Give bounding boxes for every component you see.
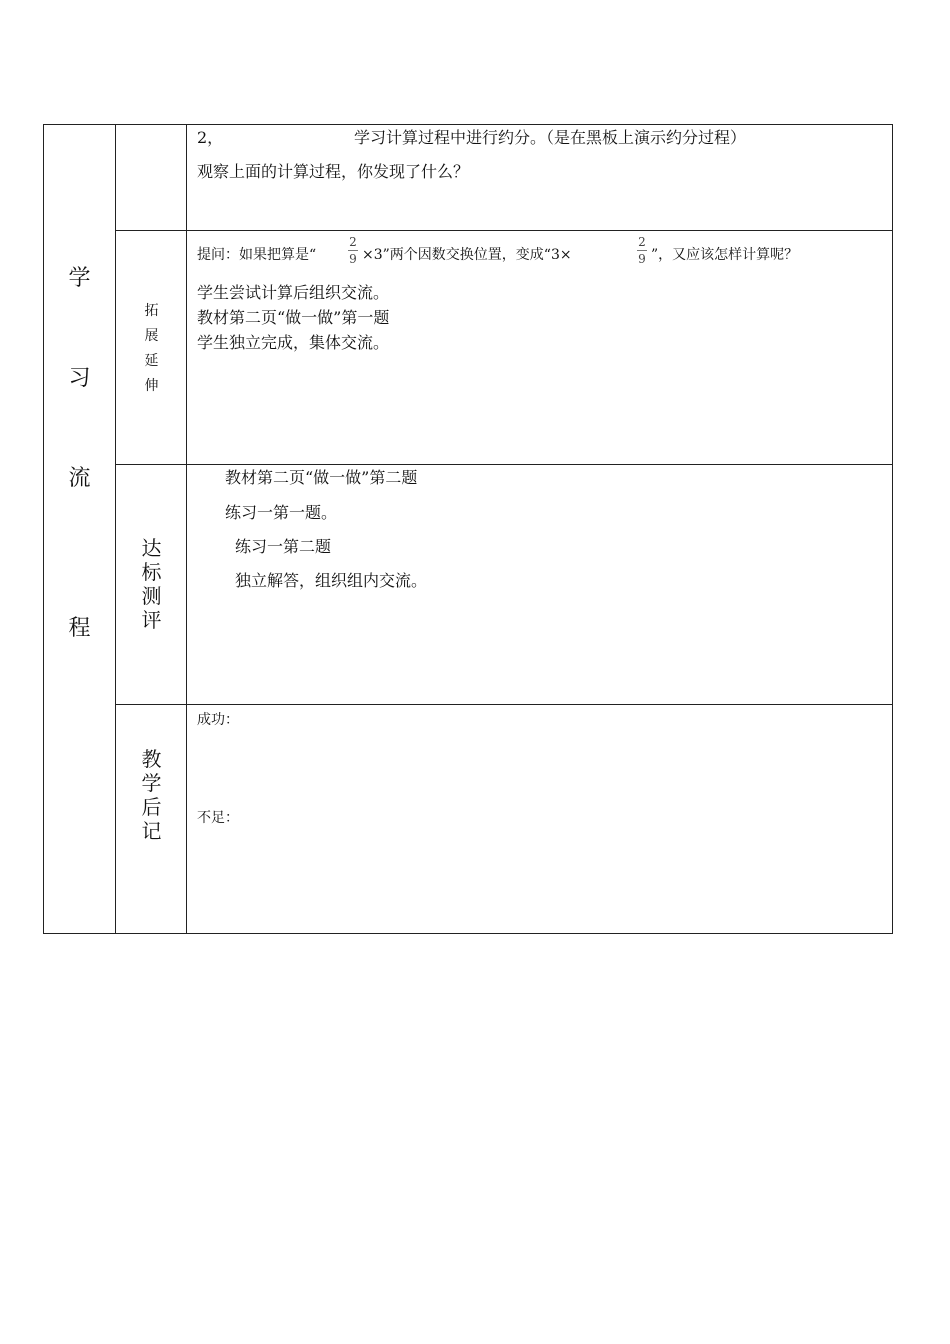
row2-line3: 教材第二页“做一做”第一题 xyxy=(197,308,390,327)
fraction-bar xyxy=(348,250,358,251)
shortcoming-label: 不足： xyxy=(197,810,239,826)
fraction-bar xyxy=(637,250,647,251)
row-label-assessment xyxy=(116,536,187,632)
row-label-char: 拓 xyxy=(144,303,159,319)
lesson-plan-table xyxy=(43,124,893,934)
question-part3: ”，又应该怎样计算呢？ xyxy=(651,247,799,263)
row-label-char: 标 xyxy=(141,560,162,584)
success-label: 成功： xyxy=(197,712,239,728)
row-label-char: 伸 xyxy=(144,378,159,394)
row2-line2: 学生尝试计算后组织交流。 xyxy=(197,283,390,302)
row-label-char: 教 xyxy=(141,747,162,771)
section-label-char: 流 xyxy=(68,466,91,491)
question-part1: 提问：如果把算是“ xyxy=(197,247,317,263)
section-label-char: 程 xyxy=(68,616,91,641)
row-label-char: 测 xyxy=(141,584,162,608)
row-label-char: 评 xyxy=(141,608,162,632)
fraction-numerator: 2 xyxy=(638,235,646,249)
row-divider xyxy=(115,704,893,705)
row3-line2: 练习一第一题。 xyxy=(225,503,338,522)
fraction-numerator: 2 xyxy=(349,235,357,249)
row-label-char: 学 xyxy=(141,771,162,795)
row3-line1: 教材第二页“做一做”第二题 xyxy=(225,468,418,487)
row1-line2: 观察上面的计算过程，你发现了什么？ xyxy=(197,162,470,181)
row-label-extension xyxy=(116,299,187,399)
row1-number: 2， xyxy=(197,128,224,147)
fraction-1 xyxy=(347,235,359,266)
section-label-char: 学 xyxy=(68,266,91,291)
row-label-char: 记 xyxy=(141,819,162,843)
row3-line3: 练习一第二题 xyxy=(235,537,332,556)
row-label-char: 达 xyxy=(141,536,162,560)
row-label-char: 延 xyxy=(144,353,159,369)
row-divider xyxy=(115,230,893,231)
row2-line4: 学生独立完成，集体交流。 xyxy=(197,333,390,352)
section-label-char: 习 xyxy=(68,366,91,391)
fraction-denominator: 9 xyxy=(349,252,357,266)
fraction-2 xyxy=(636,235,648,266)
question-part2: ×3”两个因数交换位置，变成“3× xyxy=(362,247,572,263)
row-divider xyxy=(115,464,893,465)
row-label-char: 展 xyxy=(144,328,159,344)
row-label-reflection xyxy=(116,747,187,843)
row-label-char: 后 xyxy=(141,795,162,819)
fraction-denominator: 9 xyxy=(638,252,646,266)
row1-line1: 学习计算过程中进行约分。（是在黑板上演示约分过程） xyxy=(354,128,747,147)
row3-line4: 独立解答，组织组内交流。 xyxy=(235,571,428,590)
